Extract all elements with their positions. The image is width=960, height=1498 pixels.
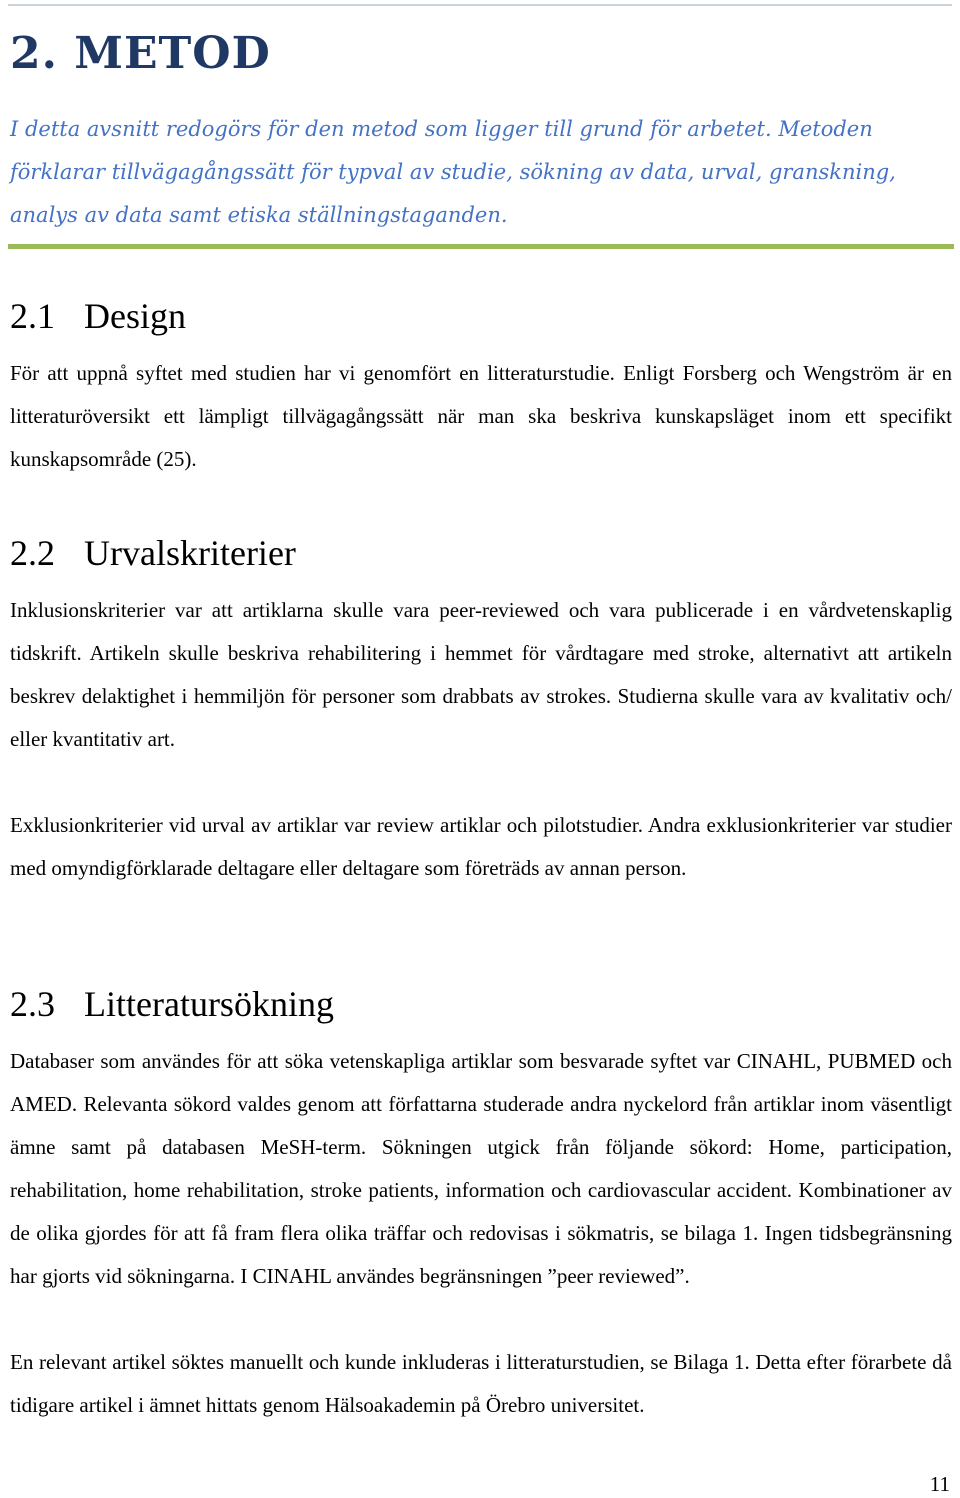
chapter-title: 2. METOD	[10, 28, 271, 79]
section-divider	[8, 244, 954, 249]
section-title: Design	[84, 296, 186, 336]
section-title: Urvalskriterier	[84, 533, 296, 573]
top-divider	[8, 4, 952, 6]
paragraph-manuell-sokning: En relevant artikel söktes manuellt och kunde inkluderas i litteraturstudien, se Bilaga 1. Detta efter förarbete då tidigare artikel i ämnet hittats genom Hälsoakademin på Örebro universitet.	[10, 1350, 952, 1417]
paragraph-design: För att uppnå syftet med studien har vi genomfört en litteraturstudie. Enligt Forsberg och Wengström är en litteraturöversikt ett lämpligt tillvägagångssätt när man ska beskriva kunskapsläget inom ett specifikt kunskapsområde (25).	[10, 361, 952, 471]
section-title: Litteratursökning	[84, 984, 334, 1024]
paragraph-inklusion: Inklusionskriterier var att artiklarna skulle vara peer-reviewed och vara publicerade i en vårdvetenskaplig tidskrift. Artikeln skulle beskriva rehabilitering i hemmet för vårdtagare med stroke, alternativt att artikeln beskrev delaktighet i hemmiljön för personer som drabbats av strokes. Studierna skulle vara av kvalitativ och/ eller kvantitativ art.	[10, 598, 952, 751]
section-heading-urvalskriterier	[10, 533, 296, 573]
page-number: 11	[929, 1472, 950, 1496]
chapter-intro: I detta avsnitt redogörs för den metod som ligger till grund för arbetet. Metoden förklarar tillvägagångssätt för typval av studie, sökning av data, urval, granskning, analys av data samt etiska ställningstaganden.	[10, 117, 896, 227]
section-heading-litteratursokning	[10, 984, 334, 1024]
section-number: 2.2	[10, 533, 55, 573]
section-heading-design	[10, 296, 186, 336]
section-number: 2.1	[10, 296, 55, 336]
section-number: 2.3	[10, 984, 55, 1024]
paragraph-exklusion: Exklusionkriterier vid urval av artiklar var review artiklar och pilotstudier. Andra exklusionkriterier var studier med omyndigförklarade deltagare eller deltagare som företräds av annan person.	[10, 813, 952, 880]
paragraph-databaser: Databaser som användes för att söka vetenskapliga artiklar som besvarade syftet var CINAHL, PUBMED och AMED. Relevanta sökord valdes genom att författarna studerade andra nyckelord från artiklar inom väsentligt ämne samt på databasen MeSH-term. Sökningen utgick från följande sökord: Home, participation, rehabilitation, home rehabilitation, stroke patients, information och cardiovascular accident. Kombinationer av de olika gjordes för att få fram flera olika träffar och redovisas i sökmatris, se bilaga 1. Ingen tidsbegränsning har gjorts vid sökningarna. I CINAHL användes begränsningen ”peer reviewed”.	[10, 1049, 952, 1288]
